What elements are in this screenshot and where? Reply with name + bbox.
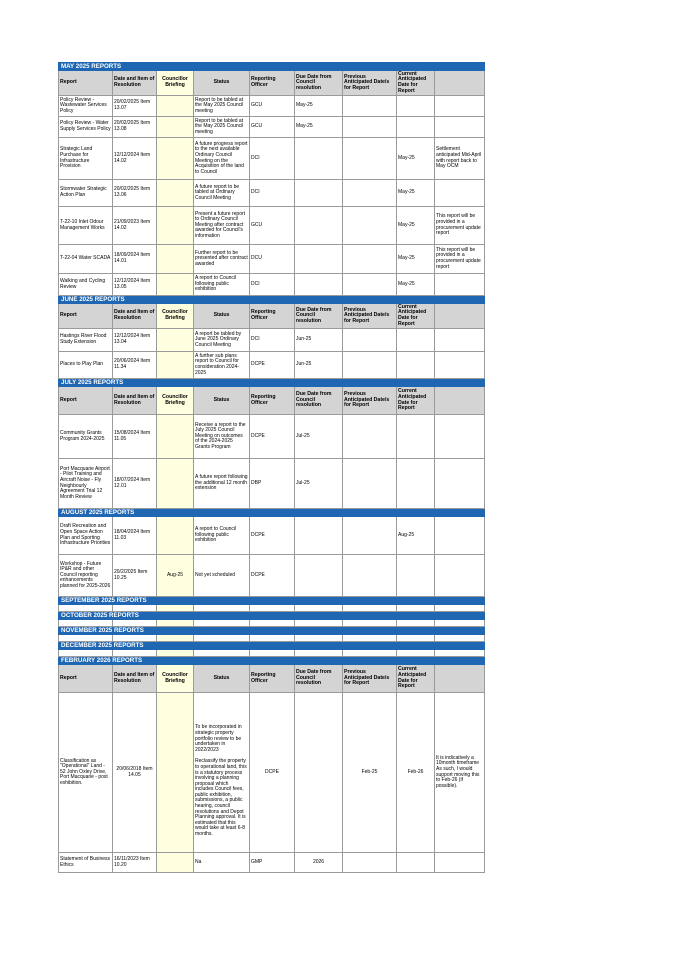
current-cell (397, 329, 435, 352)
section-title: OCTOBER 2025 REPORTS (59, 612, 485, 620)
reports-table (58, 62, 485, 873)
report-cell: Places to Play Plan (59, 352, 113, 379)
previous-cell (343, 853, 397, 873)
header-status: Status (194, 387, 250, 415)
header-due: Due Date from Council resolution (295, 71, 343, 96)
due-cell (295, 693, 343, 853)
header-briefing: Councillor Briefing (157, 304, 194, 329)
header-due: Due Date from Council resolution (295, 304, 343, 329)
current-cell (397, 117, 435, 138)
table-row (59, 180, 485, 207)
current-cell (397, 352, 435, 379)
column-header-row (59, 304, 485, 329)
header-current: Current Anticipated Date for Report (397, 304, 435, 329)
report-cell: Draft Recreation and Open Space Action Plan and Sporting Infrastructure Priorities (59, 517, 113, 555)
notes-cell (435, 853, 485, 873)
officer-cell: DCPE (250, 415, 295, 459)
due-cell (295, 245, 343, 274)
notes-cell: This report will be provided in a procurement update report (435, 207, 485, 245)
table-row (59, 329, 485, 352)
section-header-november (59, 627, 485, 635)
date-item-cell: 12/12/2024 Item 13.04 (113, 329, 157, 352)
section-header-august (59, 509, 485, 517)
current-cell (397, 415, 435, 459)
due-cell: Jul-25 (295, 415, 343, 459)
notes-cell: This report will be provided in a procurement update report (435, 245, 485, 274)
due-cell (295, 207, 343, 245)
status-cell (194, 693, 250, 853)
column-header-row (59, 71, 485, 96)
status-cell: A future report to be tabled at Ordinary Council Meeting (194, 180, 250, 207)
section-header-february (59, 657, 485, 665)
status-cell: Present a future report to Ordinary Council Meeting after contract awarded for Council's information (194, 207, 250, 245)
date-item-cell: 20/2/2025 Item 10.25 (113, 555, 157, 597)
officer-cell: GCU (250, 117, 295, 138)
previous-cell (343, 459, 397, 509)
status-cell: A report to Council following public exhibition (194, 274, 250, 296)
previous-cell (343, 180, 397, 207)
current-cell: May-25 (397, 274, 435, 296)
notes-cell (435, 517, 485, 555)
briefing-cell: Aug-25 (157, 555, 194, 597)
report-cell: T-22-10 Inlet Odour Management Works (59, 207, 113, 245)
briefing-cell (157, 138, 194, 180)
section-header-october (59, 612, 485, 620)
officer-cell: DCPE (250, 693, 295, 853)
section-title: DECEMBER 2025 REPORTS (59, 642, 485, 650)
section-header-december (59, 642, 485, 650)
officer-cell: GCU (250, 207, 295, 245)
officer-cell: DBP (250, 459, 295, 509)
header-previous: Previous Anticipated Date/s for Report (343, 387, 397, 415)
briefing-cell (157, 329, 194, 352)
report-cell: Classification as "Operational" Land - 52 John Oxley Drive, Port Macquarie - post exhibition. (59, 693, 113, 853)
previous-cell (343, 415, 397, 459)
officer-cell: DCI (250, 180, 295, 207)
report-cell: Hastings River Flood Study Extension (59, 329, 113, 352)
current-cell: Feb-26 (397, 693, 435, 853)
previous-cell (343, 245, 397, 274)
section-header-july (59, 379, 485, 387)
header-officer: Reporting Officer (250, 665, 295, 693)
status-cell: Na (194, 853, 250, 873)
date-item-cell: 12/12/2024 Item 14.02 (113, 138, 157, 180)
header-officer: Reporting Officer (250, 387, 295, 415)
current-cell (397, 555, 435, 597)
current-cell: May-25 (397, 180, 435, 207)
due-cell: Jul-25 (295, 459, 343, 509)
due-cell (295, 517, 343, 555)
status-cell: Report to be tabled at the May 2025 Council meeting (194, 117, 250, 138)
date-item-cell: 18/07/2024 Item 12.01 (113, 459, 157, 509)
header-report: Report (59, 665, 113, 693)
report-cell: Stormwater Strategic Action Plan (59, 180, 113, 207)
notes-cell: Settlement anticipated Mid-April with report back to May OCM (435, 138, 485, 180)
section-title: FEBRUARY 2026 REPORTS (59, 657, 485, 665)
table-row (59, 459, 485, 509)
table-row (59, 207, 485, 245)
briefing-cell (157, 207, 194, 245)
status-cell: Report to be tabled at the May 2025 Council meeting (194, 96, 250, 117)
status-cell: Not yet scheduled (194, 555, 250, 597)
current-cell (397, 96, 435, 117)
section-title: SEPTEMBER 2025 REPORTS (59, 597, 485, 605)
header-current: Current Anticipated Date for Report (397, 71, 435, 96)
briefing-cell (157, 96, 194, 117)
header-officer: Reporting Officer (250, 304, 295, 329)
header-date-item: Date and Item of Resolution (113, 304, 157, 329)
header-notes (435, 387, 485, 415)
previous-cell: Feb-25 (343, 693, 397, 853)
column-header-row (59, 665, 485, 693)
report-cell: Strategic Land Purchase for Infrastructure Provision (59, 138, 113, 180)
briefing-cell (157, 274, 194, 296)
status-cell: A further sub plans report to Council for consideration 2024-2025 (194, 352, 250, 379)
table-row (59, 138, 485, 180)
header-date-item: Date and Item of Resolution (113, 665, 157, 693)
notes-cell (435, 459, 485, 509)
due-cell (295, 274, 343, 296)
date-item-cell: 18/04/2024 Item 11.03 (113, 517, 157, 555)
header-previous: Previous Anticipated Date/s for Report (343, 71, 397, 96)
briefing-cell (157, 352, 194, 379)
date-item-cell: 16/11/2023 Item 10.20 (113, 853, 157, 873)
status-cell: Receive a report to the July 2025 Council Meeting on outcomes of the 2024-2025 Grants Program (194, 415, 250, 459)
section-title: MAY 2025 REPORTS (59, 63, 485, 71)
table-row (59, 245, 485, 274)
current-cell (397, 459, 435, 509)
status-text-part-2: Reclassify the property to operational land, this is a statutory process involving a planning proposal which includes Council fees, public exhibition, submissions, a public hearing, council resolutions and Depot Planning approval. It is estimated that this would take at least 6-8 months. (195, 758, 247, 838)
empty-row (59, 620, 485, 627)
section-title: AUGUST 2025 REPORTS (59, 509, 485, 517)
status-cell: A future progress report to the next available Ordinary Council Meeting on the Acquisition of the land to Council (194, 138, 250, 180)
section-title: JULY 2025 REPORTS (59, 379, 485, 387)
officer-cell: DCI (250, 329, 295, 352)
header-status: Status (194, 665, 250, 693)
table-row (59, 517, 485, 555)
section-header-september (59, 597, 485, 605)
date-item-cell: 15/08/2024 Item 11.05 (113, 415, 157, 459)
table-row (59, 274, 485, 296)
report-cell: Statement of Business Ethics (59, 853, 113, 873)
report-cell: Community Grants Program 2024-2025 (59, 415, 113, 459)
previous-cell (343, 517, 397, 555)
report-cell: Policy Review - Wastewater Services Policy (59, 96, 113, 117)
header-due: Due Date from Council resolution (295, 665, 343, 693)
header-current: Current Anticipated Date for Report (397, 387, 435, 415)
table-row (59, 415, 485, 459)
empty-row (59, 635, 485, 642)
briefing-cell (157, 693, 194, 853)
current-cell (397, 853, 435, 873)
due-cell: May-25 (295, 117, 343, 138)
notes-cell (435, 352, 485, 379)
header-report: Report (59, 71, 113, 96)
current-cell: May-25 (397, 207, 435, 245)
date-item-cell: 20/02/2025 Item 13.07 (113, 96, 157, 117)
header-due: Due Date from Council resolution (295, 387, 343, 415)
briefing-cell (157, 245, 194, 274)
officer-cell: GMP (250, 853, 295, 873)
officer-cell: DCI (250, 138, 295, 180)
section-title: JUNE 2025 REPORTS (59, 296, 485, 304)
header-briefing: Councillor Briefing (157, 665, 194, 693)
previous-cell (343, 555, 397, 597)
report-cell: T-22-04 Water SCADA (59, 245, 113, 274)
officer-cell: DCPE (250, 555, 295, 597)
column-header-row (59, 387, 485, 415)
empty-row (59, 650, 485, 657)
table-row (59, 352, 485, 379)
due-cell: 2026 (295, 853, 343, 873)
status-cell: Further report to be presented after contract awarded (194, 245, 250, 274)
officer-cell: DCPE (250, 517, 295, 555)
table-row (59, 96, 485, 117)
previous-cell (343, 207, 397, 245)
current-cell: Aug-25 (397, 517, 435, 555)
notes-cell (435, 96, 485, 117)
notes-cell (435, 274, 485, 296)
notes-cell (435, 415, 485, 459)
briefing-cell (157, 117, 194, 138)
status-cell: A future report following the additional 12 month extension (194, 459, 250, 509)
due-cell: May-25 (295, 96, 343, 117)
status-cell: A report be tabled by June 2025 Ordinary Council Meeting (194, 329, 250, 352)
section-title: NOVEMBER 2025 REPORTS (59, 627, 485, 635)
header-date-item: Date and Item of Resolution (113, 71, 157, 96)
header-date-item: Date and Item of Resolution (113, 387, 157, 415)
officer-cell: DCI (250, 274, 295, 296)
header-previous: Previous Anticipated Date/s for Report (343, 304, 397, 329)
date-item-cell: 12/12/2024 Item 13.05 (113, 274, 157, 296)
empty-row (59, 605, 485, 612)
date-item-cell: 20/06/2024 Item 11.34 (113, 352, 157, 379)
report-cell: Workshop - Future IP&R and other Council reporting enhancements planned for 2025-2026 (59, 555, 113, 597)
status-cell: A report to Council following public exhibition (194, 517, 250, 555)
due-cell (295, 180, 343, 207)
header-notes (435, 304, 485, 329)
date-item-cell: 21/09/2023 Item 14.02 (113, 207, 157, 245)
report-cell: Policy Review - Water Supply Services Policy (59, 117, 113, 138)
header-officer: Reporting Officer (250, 71, 295, 96)
table-row (59, 853, 485, 873)
notes-cell (435, 555, 485, 597)
header-report: Report (59, 387, 113, 415)
due-cell: Jun-25 (295, 329, 343, 352)
header-current: Current Anticipated Date for Report (397, 665, 435, 693)
report-cell: Port Macquarie Airport - Pilot Training and Aircraft Noise - Fly Neighbourly Agreement Trial 12 Month Review (59, 459, 113, 509)
briefing-cell (157, 180, 194, 207)
header-briefing: Councillor Briefing (157, 387, 194, 415)
header-previous: Previous Anticipated Date/s for Report (343, 665, 397, 693)
previous-cell (343, 329, 397, 352)
notes-cell (435, 117, 485, 138)
header-status: Status (194, 71, 250, 96)
briefing-cell (157, 415, 194, 459)
briefing-cell (157, 459, 194, 509)
section-header-june (59, 296, 485, 304)
header-status: Status (194, 304, 250, 329)
current-cell: May-25 (397, 138, 435, 180)
table-row (59, 693, 485, 853)
previous-cell (343, 96, 397, 117)
briefing-cell (157, 517, 194, 555)
due-cell (295, 138, 343, 180)
previous-cell (343, 352, 397, 379)
status-text-part-1: To be incorporated in strategic property portfolio review to be undertaken in 2022/2023 (195, 724, 242, 753)
table-row (59, 555, 485, 597)
officer-cell: DCU (250, 245, 295, 274)
notes-cell: It is indicatively a 10month timeframe As such, I would support moving this to Feb-26 (if possible). (435, 693, 485, 853)
table-row (59, 117, 485, 138)
notes-cell (435, 180, 485, 207)
section-header-may (59, 63, 485, 71)
header-report: Report (59, 304, 113, 329)
previous-cell (343, 138, 397, 180)
briefing-cell (157, 853, 194, 873)
header-briefing: Councillor Briefing (157, 71, 194, 96)
previous-cell (343, 274, 397, 296)
notes-cell (435, 329, 485, 352)
date-item-cell: 20/02/2025 Item 13.08 (113, 117, 157, 138)
date-item-cell: 20/02/2025 Item 13.06 (113, 180, 157, 207)
header-notes (435, 665, 485, 693)
date-item-cell: 20/06/2018 Item 14.05 (113, 693, 157, 853)
officer-cell: DCPE (250, 352, 295, 379)
date-item-cell: 18/09/2024 Item 14.01 (113, 245, 157, 274)
due-cell: Jun-25 (295, 352, 343, 379)
header-notes (435, 71, 485, 96)
previous-cell (343, 117, 397, 138)
due-cell (295, 555, 343, 597)
current-cell: May-25 (397, 245, 435, 274)
report-cell: Walking and Cycling Review (59, 274, 113, 296)
officer-cell: GCU (250, 96, 295, 117)
